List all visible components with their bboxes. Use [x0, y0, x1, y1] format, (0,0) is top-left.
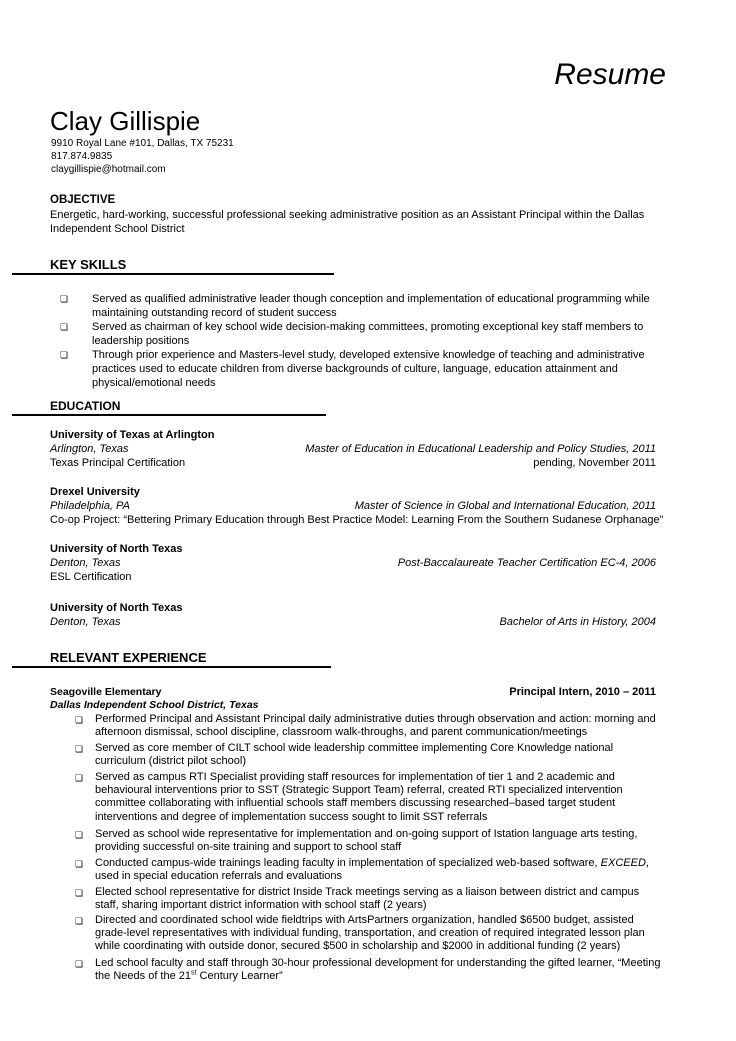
- school-name: University of Texas at Arlington: [50, 429, 215, 441]
- experience-text: [95, 957, 665, 983]
- certification: ESL Certification: [50, 571, 132, 583]
- checkbox-bullet-icon: ❏: [75, 916, 84, 926]
- checkbox-bullet-icon: ❏: [75, 744, 84, 754]
- section-divider: [12, 414, 326, 416]
- candidate-name: Clay Gillispie: [50, 106, 201, 136]
- experience-text: Served as campus RTI Specialist providing staff resources for implementation of tier 1 and 2 academic and behavioural interventions prior to SST (Strategic Support Team) referral, created RTI specialized intervention committee collaborating with influential schools staff members discussing researched–based target student interventions and degree of implementation success sought to limit SST referrals: [95, 771, 623, 823]
- experience-text-part: Led school faculty and staff through 30-hour professional development for understanding the gifted learner, “Meeting the Needs of the 21: [95, 957, 661, 983]
- experience-item: [75, 914, 665, 955]
- checkbox-bullet-icon: ❏: [75, 859, 84, 869]
- school-name: Drexel University: [50, 486, 140, 498]
- employer-name: Seagoville Elementary: [50, 686, 162, 698]
- job-role: Principal Intern, 2010 – 2011: [509, 686, 656, 698]
- checkbox-bullet-icon: ❏: [60, 322, 69, 332]
- experience-item: [75, 742, 665, 769]
- software-name: EXCEED: [600, 857, 646, 869]
- objective-text: Energetic, hard-working, successful professional seeking administrative position as an Assistant Principal within the Dallas Independent School District: [50, 209, 645, 235]
- experience-text: Performed Principal and Assistant Principal daily administrative duties through observation and action: morning and afternoon dismissal, school discipline, classroom walk-throughs, and parent communication/meetings: [95, 713, 656, 739]
- degree: Master of Education in Educational Leadership and Policy Studies, 2011: [305, 443, 656, 455]
- experience-heading: RELEVANT EXPERIENCE: [50, 650, 207, 665]
- experience-text-part: Century Learner”: [196, 970, 283, 983]
- experience-item: [75, 957, 665, 984]
- checkbox-bullet-icon: ❏: [75, 959, 84, 969]
- degree: Master of Science in Global and International Education, 2011: [354, 500, 656, 512]
- phone: 817.874.9835: [51, 151, 113, 162]
- experience-item: [75, 828, 665, 855]
- checkbox-bullet-icon: ❏: [75, 715, 84, 725]
- school-name: University of North Texas: [50, 543, 183, 555]
- certification-status: pending, November 2011: [533, 457, 656, 469]
- experience-item: [75, 771, 665, 826]
- checkbox-bullet-icon: ❏: [60, 294, 69, 304]
- skill-item: [60, 348, 670, 389]
- school-district: Dallas Independent School District, Texas: [50, 699, 259, 711]
- experience-text: Elected school representative for district Inside Track meetings serving as a liaison between district and campus staff, sharing important district information with school staff (2 years): [95, 886, 640, 912]
- ordinal-suffix: st: [191, 969, 197, 977]
- school-location: Arlington, Texas: [50, 443, 129, 455]
- experience-text: Served as core member of CILT school wide leadership committee implementing Core Knowledge national curriculum (district pilot school): [95, 742, 614, 768]
- section-divider: [12, 273, 334, 275]
- certification: Texas Principal Certification: [50, 457, 186, 469]
- key-skills-heading: KEY SKILLS: [50, 257, 127, 272]
- checkbox-bullet-icon: ❏: [75, 830, 84, 840]
- experience-text: Served as school wide representative for implementation and on-going support of Istation language arts testing, providing successful on-site training and support to school staff: [95, 828, 638, 854]
- skill-item: [60, 292, 670, 320]
- checkbox-bullet-icon: ❏: [75, 888, 84, 898]
- experience-item: [75, 886, 665, 913]
- email: claygillispie@hotmail.com: [51, 164, 166, 175]
- experience-text: Conducted campus-wide trainings leading faculty in implementation of specialized web-based software, EXCEED, used in special education referrals and evaluations: [95, 857, 649, 883]
- experience-item: [75, 857, 665, 884]
- experience-text: Directed and coordinated school wide fieldtrips with ArtsPartners organization, handled $6500 budget, assisted grade-level representatives with individual funding, transportation, and creation of required integrated lesson plan while coordinating with outside donor, secured $500 in scholarship and $2000 in additional funding (2 years): [95, 914, 645, 953]
- skill-item: [60, 320, 670, 348]
- skill-text: Through prior experience and Masters-level study, developed extensive knowledge of teaching and administrative practices used to educate children from diverse backgrounds of culture, language, education attainment and physical/emotional needs: [92, 349, 645, 389]
- skill-text: Served as qualified administrative leader though conception and implementation of educational programming while maintaining outstanding record of student success: [92, 293, 650, 319]
- education-heading: EDUCATION: [50, 399, 121, 413]
- degree: Bachelor of Arts in History, 2004: [499, 616, 656, 628]
- school-location: Denton, Texas: [50, 557, 121, 569]
- address: 9910 Royal Lane #101, Dallas, TX 75231: [51, 138, 234, 149]
- checkbox-bullet-icon: ❏: [75, 773, 84, 783]
- school-location: Philadelphia, PA: [50, 500, 130, 512]
- section-divider: [12, 666, 331, 668]
- school-location: Denton, Texas: [50, 616, 121, 628]
- document-title: Resume: [554, 58, 666, 91]
- objective-heading: OBJECTIVE: [50, 194, 116, 206]
- degree: Post-Baccalaureate Teacher Certification EC-4, 2006: [397, 557, 656, 569]
- coop-project: Co-op Project: “Bettering Primary Education through Best Practice Model: Learning From the Southern Sudanese Orphanage”: [50, 514, 664, 526]
- checkbox-bullet-icon: ❏: [60, 350, 69, 360]
- skill-text: Served as chairman of key school wide decision-making committees, promoting exceptional key staff members to leadership positions: [92, 321, 644, 347]
- school-name: University of North Texas: [50, 602, 183, 614]
- experience-item: [75, 713, 665, 740]
